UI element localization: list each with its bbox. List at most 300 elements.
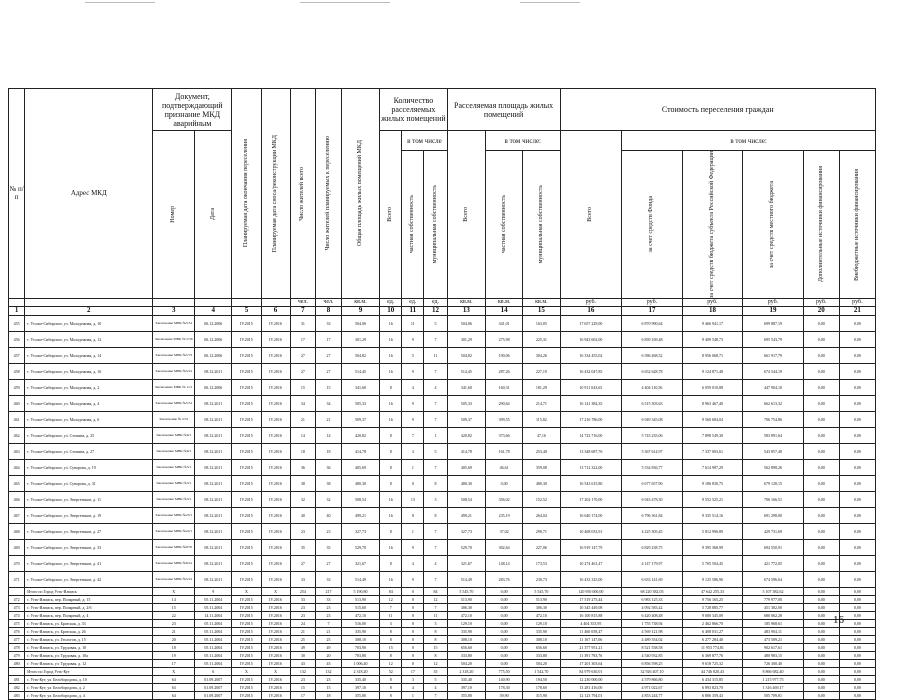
resettlement-table [8, 88, 876, 700]
table-cell-c13: 509,37 [447, 411, 485, 427]
col-area-municipal-header: муниципальная собственность [523, 151, 560, 299]
table-cell-c20: 0,00 [803, 659, 839, 667]
table-row [9, 603, 876, 611]
table-row [9, 595, 876, 603]
table-cell-c19: 779 977,00 [743, 595, 804, 603]
table-cell-c13: 405,69 [447, 459, 485, 475]
table-cell-date: 08.12.2011 [195, 411, 232, 427]
table-cell-c15: 306,30 [523, 603, 560, 611]
table-cell-c12: 4 [424, 683, 447, 691]
table-cell-c17: 4 147 179,97 [622, 555, 683, 571]
table-cell-c19: 583 891,64 [743, 427, 804, 443]
unit-cell: ед. [402, 298, 424, 306]
table-cell-c21: 0,00 [839, 683, 875, 691]
col-total-area-header: Общая площадь жилых помещений МКД [341, 89, 379, 299]
table-cell-c21: 0,00 [839, 659, 875, 667]
table-cell-c10: 16 [380, 507, 402, 523]
table-row [9, 395, 876, 411]
table-cell-c11: 9 [402, 331, 424, 347]
table-row [9, 659, 876, 667]
table-cell-addr: Итого по Город Усть-Илимск [25, 587, 153, 595]
table-cell-c11: 1 [402, 523, 424, 539]
table-cell-c8: 132 [316, 667, 342, 675]
table-cell-n: 462 [9, 427, 25, 443]
table-cell-n: 460 [9, 395, 25, 411]
table-cell-c7: 15 [290, 683, 316, 691]
table-cell-c20: 0,00 [803, 635, 839, 643]
table-cell-c17: 1 755 738,94 [622, 619, 683, 627]
unit-cell: руб. [560, 298, 622, 306]
table-cell-end: IV.2015 [232, 411, 261, 427]
table-row [9, 315, 876, 331]
table-cell-c8: 33 [316, 315, 342, 331]
table-cell-c15: 173,53 [523, 555, 560, 571]
table-cell-c12: 11 [424, 611, 447, 619]
table-cell-c20: 0,00 [803, 675, 839, 683]
table-cell-c9: 405,69 [341, 459, 379, 475]
table-cell-c9: 341,60 [341, 379, 379, 395]
table-cell-c14: 399,55 [486, 411, 523, 427]
table-cell-doc: 23 [153, 619, 195, 627]
table-cell-demo: IV.2016 [261, 315, 290, 331]
table-cell-c20: 0,00 [803, 611, 839, 619]
table-cell-c14: 302,64 [486, 539, 523, 555]
table-cell-c10: 16 [380, 539, 402, 555]
table-cell-c17: 6 796 361,84 [622, 507, 683, 523]
table-cell-c14: 373,66 [486, 427, 523, 443]
scan-artifact-line [300, 2, 390, 3]
table-cell-addr: г. Усть-Илимск, ул. Трудовая, д. 10 [25, 643, 153, 651]
table-cell-c7: 49 [290, 643, 316, 651]
table-cell-addr: г. Усолье-Сибирское, ул. Энергетиков, д. 42 [25, 571, 153, 587]
unit-cell: кв.м. [523, 298, 560, 306]
table-cell-n: 482 [9, 683, 25, 691]
table-cell-c8: 217 [316, 587, 342, 595]
table-cell-c20: 0,00 [803, 667, 839, 675]
table-cell-addr: г. Усолье-Сибирское, ул. Молодежная, д. 12 [25, 331, 153, 347]
table-cell-n: 479 [9, 651, 25, 659]
table-cell-c13: 333,80 [447, 651, 485, 659]
table-cell-doc: Заключение МВК №6/1 [153, 427, 195, 443]
table-cell-c14: 148,14 [486, 555, 523, 571]
table-cell-c14: 178,30 [486, 683, 523, 691]
table-cell-c14: 46,61 [486, 459, 523, 475]
table-cell-doc: Заключение МВК №5/31 [153, 395, 195, 411]
table-cell-c21: 0,00 [839, 691, 875, 699]
table-cell-c16: 21 377 951,21 [560, 643, 622, 651]
table-cell-c17: 32 926 407,10 [622, 667, 683, 675]
table-cell-doc: 14 [153, 595, 195, 603]
table-cell-end: IV.2015 [232, 603, 261, 611]
table-cell-c14: 140,90 [486, 675, 523, 683]
table-cell-c9: 308,10 [341, 635, 379, 643]
table-cell-c19: 695 543,79 [743, 331, 804, 347]
table-cell-c8: 23 [316, 523, 342, 539]
table-cell-addr: г. Усолье-Сибирское, ул. Молодежная, д. 10 [25, 315, 153, 331]
table-cell-c12: 7 [424, 691, 447, 699]
table-cell-c11: 0 [402, 651, 424, 659]
table-cell-c9: 472,10 [341, 611, 379, 619]
table-cell-c10: 8 [380, 475, 402, 491]
table-row [9, 539, 876, 555]
table-cell-date: 06.12.2006 [195, 331, 232, 347]
table-row [9, 363, 876, 379]
table-cell-c10: 15 [380, 643, 402, 651]
table-cell-c11: 0 [402, 475, 424, 491]
column-number-cell: 19 [743, 306, 804, 315]
table-cell-addr: г. Усолье-Сибирское, ул. Энергетиков, д. 27 [25, 523, 153, 539]
column-number-cell: 4 [195, 306, 232, 315]
table-cell-c12: 7 [424, 395, 447, 411]
table-cell-c15: 5 545,70 [523, 587, 560, 595]
table-cell-c17: 6 515 303,63 [622, 395, 683, 411]
table-cell-c7: 132 [290, 667, 316, 675]
table-cell-demo: IV.2016 [261, 627, 290, 635]
table-cell-c17: 6 633 141,69 [622, 571, 683, 587]
table-cell-demo: IV.2016 [261, 475, 290, 491]
table-cell-c10: 16 [380, 395, 402, 411]
table-cell-demo: IV.2016 [261, 651, 290, 659]
table-cell-c8: 21 [316, 627, 342, 635]
table-cell-c14: 0,00 [486, 619, 523, 627]
table-cell-c15: 178,60 [523, 683, 560, 691]
table-cell-c14: 160,31 [486, 379, 523, 395]
table-cell-doc: Заключение МВК №8/41 [153, 555, 195, 571]
table-cell-end: IV.2015 [232, 523, 261, 539]
table-cell-c10: 8 [380, 523, 402, 539]
table-cell-addr: г. Усть-Кут, ул. Белобородова, д. 4 [25, 691, 153, 699]
col-residents-planned-header: Число жителей планируемых к переселению [316, 89, 342, 299]
table-cell-date: 05.11.2004 [195, 651, 232, 659]
table-cell-end: X [232, 587, 261, 595]
table-cell-c14: 0,00 [486, 595, 523, 603]
table-cell-c16: 16 334 455,02 [560, 347, 622, 363]
col-address-header: Адрес МКД [25, 89, 153, 299]
table-row [9, 571, 876, 587]
table-cell-c20: 0,00 [803, 643, 839, 651]
table-cell-c10: 7 [380, 603, 402, 611]
table-cell-c10: 8 [380, 683, 402, 691]
table-cell-c19: 1 316 469,17 [743, 683, 804, 691]
table-cell-end: IV.2015 [232, 491, 261, 507]
table-cell-demo: IV.2016 [261, 443, 290, 459]
table-cell-c17: 5 534 836,77 [622, 459, 683, 475]
table-cell-c18: 6 806 359,43 [682, 691, 743, 699]
table-cell-demo: IV.2016 [261, 395, 290, 411]
table-cell-doc: Заключение МВК №5/41 [153, 363, 195, 379]
table-cell-c18: 44 746 820,43 [682, 667, 743, 675]
table-cell-c18: 9 000 345,09 [682, 611, 743, 619]
table-cell-c18: 5 812 996,89 [682, 523, 743, 539]
table-cell-c14: 283,76 [486, 571, 523, 587]
table-cell-c17: 5 367 614,97 [622, 443, 683, 459]
table-cell-end: IV.2015 [232, 595, 261, 603]
table-cell-demo: IV.2016 [261, 379, 290, 395]
table-cell-c8: 33 [316, 571, 342, 587]
table-cell-end: IV.2015 [232, 627, 261, 635]
table-cell-c17: 4 853 244,77 [622, 691, 683, 699]
table-cell-c15: 129,10 [523, 619, 560, 627]
table-cell-c19: 473 509,21 [743, 635, 804, 643]
table-cell-doc: X [153, 587, 195, 595]
table-cell-c8: 27 [316, 347, 342, 363]
table-cell-c15: 47,16 [523, 427, 560, 443]
table-cell-n: 461 [9, 411, 25, 427]
column-number-cell: 15 [523, 306, 560, 315]
table-cell-n: 478 [9, 643, 25, 651]
column-number-cell: 18 [682, 306, 743, 315]
unit-cell [232, 298, 261, 306]
table-cell-c17: 6 943 478,30 [622, 491, 683, 507]
table-cell-c12: 8 [424, 651, 447, 659]
table-cell-c17: 6 586 468,52 [622, 347, 683, 363]
col-additional-header: Дополнительные источники финансирования [803, 151, 839, 299]
table-cell-c20: 0,00 [803, 555, 839, 571]
table-cell-c10: 8 [380, 627, 402, 635]
table-cell-c21: 0,00 [839, 627, 875, 635]
table-cell-c8: 15 [316, 683, 342, 691]
table-cell-c14: 39,90 [486, 691, 523, 699]
table-cell-c7: 33 [290, 595, 316, 603]
table-cell-c19: 706 754,86 [743, 411, 804, 427]
table-cell-c14: 161,78 [486, 443, 523, 459]
table-cell-end: IV.2015 [232, 459, 261, 475]
table-cell-date: 06.12.2006 [195, 379, 232, 395]
table-cell-c21: 0,00 [839, 635, 875, 643]
table-cell-c21: 0,00 [839, 443, 875, 459]
table-cell-doc: 22 [153, 611, 195, 619]
table-cell-doc: Заключение МВК №5/51 [153, 315, 195, 331]
column-number-cell: 1 [9, 306, 25, 315]
table-cell-doc: 18 [153, 643, 195, 651]
table-cell-c16: 10 345 449,08 [560, 603, 622, 611]
table-cell-c21: 0,00 [839, 427, 875, 443]
table-cell-c13: 504,06 [447, 315, 485, 331]
table-cell-end: IV.2015 [232, 539, 261, 555]
table-cell-n: 469 [9, 539, 25, 555]
table-cell-c21: 0,00 [839, 587, 875, 595]
table-cell-date: 08.12.2011 [195, 571, 232, 587]
table-cell-c10: 8 [380, 691, 402, 699]
col-qty-incl-header: в том числе [402, 131, 447, 151]
table-cell-c19: 451 382,00 [743, 603, 804, 611]
table-cell-end: IV.2015 [232, 475, 261, 491]
table-cell-c19: 674 596,64 [743, 571, 804, 587]
table-cell-c11: 0 [402, 627, 424, 635]
table-cell-c10: 12 [380, 595, 402, 603]
table-cell-c10: 3 [380, 619, 402, 627]
table-cell-demo: IV.2016 [261, 459, 290, 475]
table-cell-c10: 16 [380, 363, 402, 379]
table-cell-c20: 0,00 [803, 595, 839, 603]
col-area-group-header: Расселяемая площадь жилых помещений [447, 89, 560, 131]
table-cell-doc: X [153, 667, 195, 675]
table-cell-c11: 0 [402, 611, 424, 619]
table-cell-doc: Заключение МВК №5/41 [153, 571, 195, 587]
table-cell-c12: 15 [424, 643, 447, 651]
table-cell-c13: 397,10 [447, 683, 485, 691]
table-cell-c19: 543 857,40 [743, 443, 804, 459]
table-cell-c19: 902 617,61 [743, 643, 804, 651]
table-cell-date: 01.09.2007 [195, 683, 232, 691]
table-cell-c10: 8 [380, 675, 402, 683]
table-cell-c9: 414,78 [341, 443, 379, 459]
table-cell-c21: 0,00 [839, 475, 875, 491]
unit-cell: кв.м. [447, 298, 485, 306]
table-cell-doc: Заключение МВК №3/1 [153, 491, 195, 507]
table-cell-n: 468 [9, 523, 25, 539]
table-cell-c17: 6 870 990,64 [622, 315, 683, 331]
table-cell-c21: 0,00 [839, 459, 875, 475]
table-cell-c12: 5 [424, 443, 447, 459]
table-cell-c8: 35 [316, 539, 342, 555]
table-cell-n: 464 [9, 459, 25, 475]
col-fund-header: за счет средств Фонда [622, 151, 683, 299]
table-cell-c19: 691 298,00 [743, 507, 804, 523]
table-cell-c15: 227,19 [523, 363, 560, 379]
column-number-cell: 14 [486, 306, 523, 315]
table-cell-c15: 115,82 [523, 411, 560, 427]
table-cell-demo: IV.2016 [261, 427, 290, 443]
table-cell-c15: 264,04 [523, 507, 560, 523]
table-cell-c7: 21 [290, 627, 316, 635]
table-cell-c16: 12 123 794,01 [560, 691, 622, 699]
table-cell-c14: 341,01 [486, 315, 523, 331]
table-cell-c18: 9 618 725,32 [682, 659, 743, 667]
table-cell-end: IV.2015 [232, 635, 261, 643]
table-cell-c10: 16 [380, 491, 402, 507]
table-cell-c18: 47 642 255,33 [682, 587, 743, 595]
table-cell-c16: 16 100 815,88 [560, 611, 622, 619]
table-cell-c14: 190,06 [486, 347, 523, 363]
table-cell-c10: 8 [380, 443, 402, 459]
table-cell-end: IV.2015 [232, 331, 261, 347]
table-cell-c11: 3 [402, 443, 424, 459]
table-cell-c15: 152,52 [523, 491, 560, 507]
table-cell-c15: 227,06 [523, 539, 560, 555]
document-page [8, 88, 876, 700]
table-cell-demo: IV.2016 [261, 635, 290, 643]
table-cell-c11: 0 [402, 643, 424, 651]
table-cell-addr: г. Усть-Кут, ул. Белобородова, д. 2 [25, 683, 153, 691]
table-cell-c18: 6 369 877,76 [682, 651, 743, 659]
table-cell-c20: 0,00 [803, 491, 839, 507]
column-number-cell: 8 [316, 306, 342, 315]
table-cell-c8: 23 [316, 675, 342, 683]
unit-cell: чел. [290, 298, 316, 306]
table-cell-c11: 13 [402, 491, 424, 507]
table-cell-c12: 4 [424, 379, 447, 395]
table-cell-addr: г. Усолье-Сибирское, ул. Стопина, д. 25 [25, 427, 153, 443]
table-cell-c11: 17 [402, 667, 424, 675]
table-cell-c7: 43 [290, 659, 316, 667]
table-cell-c11: 9 [402, 411, 424, 427]
table-cell-demo: IV.2016 [261, 691, 290, 699]
table-cell-c19: 1 215 977,75 [743, 675, 804, 683]
table-cell-end: IV.2015 [232, 427, 261, 443]
table-cell-c16: 14 723 716,00 [560, 427, 622, 443]
table-cell-c21: 0,00 [839, 675, 875, 683]
table-row [9, 331, 876, 347]
table-cell-c8: 34 [316, 395, 342, 411]
table-cell-c12: 7 [424, 539, 447, 555]
table-cell-c19: 661 917,79 [743, 347, 804, 363]
table-cell-c14: 0,00 [486, 659, 523, 667]
table-cell-c14: 235,19 [486, 507, 523, 523]
table-cell-c9: 504,06 [341, 315, 379, 331]
table-cell-n [9, 667, 25, 675]
table-row [9, 523, 876, 539]
table-cell-c19: 694 550,91 [743, 539, 804, 555]
table-cell-c17: 6 677 657,90 [622, 475, 683, 491]
table-cell-c12: 7 [424, 459, 447, 475]
table-cell-n: 472 [9, 595, 25, 603]
col-cost-incl-header: в том числе: [622, 131, 876, 151]
table-cell-end: IV.2015 [232, 659, 261, 667]
table-cell-c16: 11 167 147,06 [560, 635, 622, 643]
table-row [9, 491, 876, 507]
table-cell-date: 05.11.2004 [195, 627, 232, 635]
table-cell-demo: IV.2016 [261, 683, 290, 691]
column-number-cell: 3 [153, 306, 195, 315]
unit-cell: ед. [424, 298, 447, 306]
table-cell-c12: 1 [424, 427, 447, 443]
table-cell-c7: 21 [290, 411, 316, 427]
table-cell-demo: IV.2016 [261, 643, 290, 651]
table-cell-c17: 5 743 235,06 [622, 427, 683, 443]
table-cell-c17: 8 521 558,58 [622, 643, 683, 651]
table-cell-c15: 253,40 [523, 443, 560, 459]
table-cell-c20: 0,00 [803, 363, 839, 379]
table-cell-date: 08.12.2011 [195, 459, 232, 475]
column-number-cell: 17 [622, 306, 683, 315]
table-cell-c17: 4 404 110,56 [622, 379, 683, 395]
table-cell-c13: 321,67 [447, 555, 485, 571]
table-cell-demo: IV.2016 [261, 571, 290, 587]
table-cell-c21: 0,00 [839, 315, 875, 331]
table-cell-c19: 447 904,10 [743, 379, 804, 395]
table-cell-c18: 5 705 504,45 [682, 555, 743, 571]
table-cell-c13: 341,60 [447, 379, 485, 395]
table-cell-c21: 0,00 [839, 491, 875, 507]
table-cell-c7: 14 [290, 427, 316, 443]
table-cell-c20: 0,00 [803, 315, 839, 331]
table-cell-addr: г. Усолье-Сибирское, ул. Энергетиков, д. 41 [25, 555, 153, 571]
table-cell-c16: 11 391 793,76 [560, 651, 622, 659]
table-cell-c12: 8 [424, 475, 447, 491]
table-cell-addr: г. Усолье-Сибирское, ул. Молодежная, д. 6 [25, 411, 153, 427]
table-cell-n: 481 [9, 675, 25, 683]
unit-cell: руб. [743, 298, 804, 306]
table-cell-doc: 21 [153, 627, 195, 635]
table-cell-doc: 63 [153, 683, 195, 691]
table-cell-n: 474 [9, 611, 25, 619]
table-cell-c21: 0,00 [839, 611, 875, 619]
column-number-cell: 16 [560, 306, 622, 315]
table-cell-c8: 36 [316, 459, 342, 475]
table-cell-c9: 513,90 [341, 595, 379, 603]
table-cell-addr: г. Усть-Илимск, ул. Геологов, д. 15 [25, 635, 153, 643]
table-cell-n: 465 [9, 475, 25, 491]
table-cell-c10: 12 [380, 659, 402, 667]
column-number-cell: 21 [839, 306, 875, 315]
table-cell-c14: 775,50 [486, 667, 523, 675]
table-cell-c9: 480,30 [341, 475, 379, 491]
table-cell-c8: 27 [316, 363, 342, 379]
table-cell-c17: 6 652 628,78 [622, 363, 683, 379]
table-cell-c8: 20 [316, 651, 342, 659]
table-cell-c7: 31 [290, 315, 316, 331]
